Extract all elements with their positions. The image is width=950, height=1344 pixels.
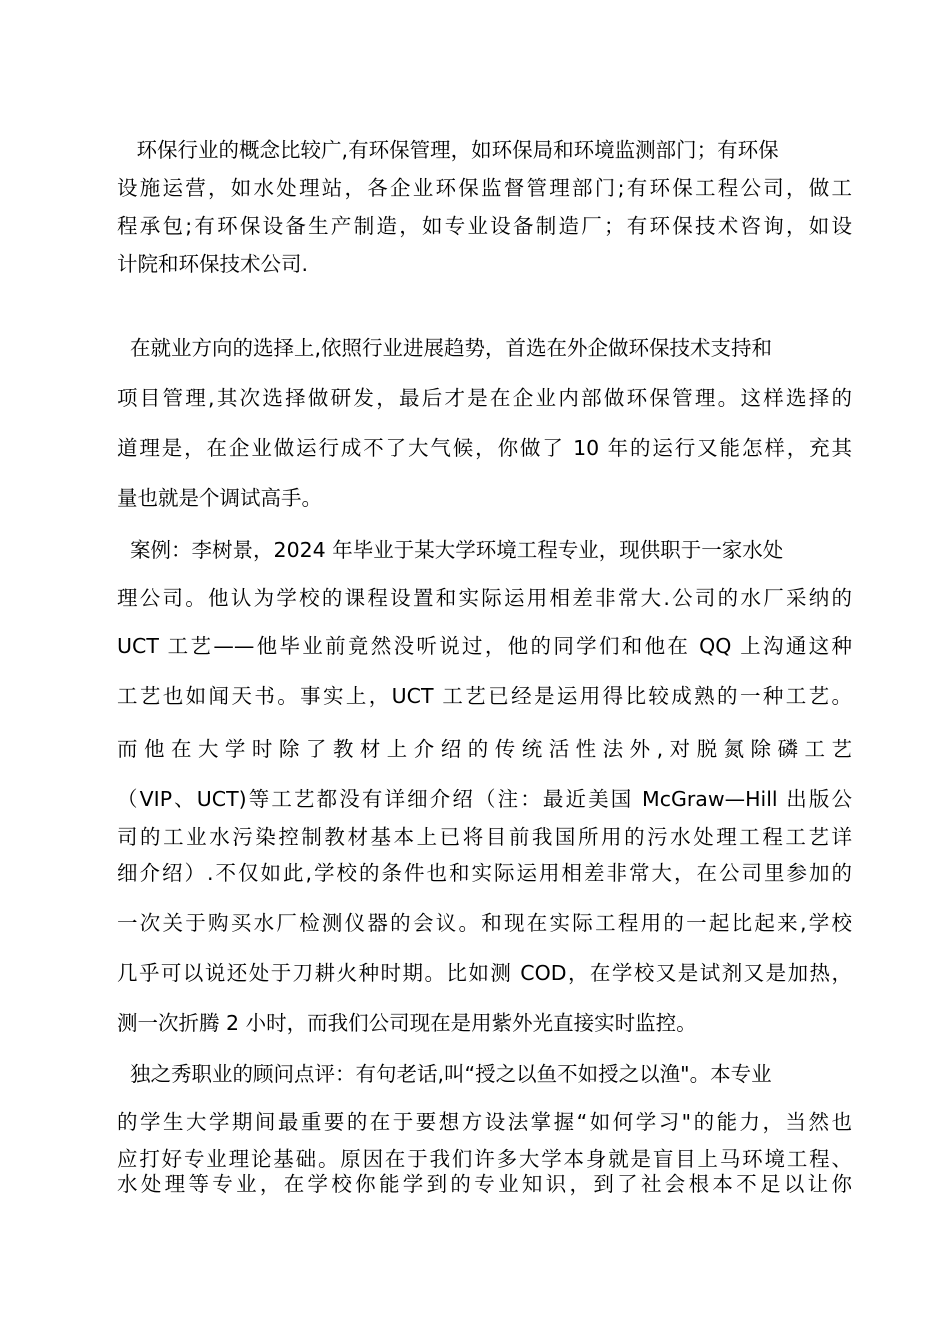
text-line: UCT 工艺——他毕业前竟然没听说过，他的同学们和他在 QQ 上沟通这种 [117,634,852,658]
text-line: 几乎可以说还处于刀耕火种时期。比如测 COD，在学校又是试剂又是加热， [117,961,852,985]
text-line: 计院和环保技术公司. [117,252,309,276]
text-line: 理公司。他认为学校的课程设置和实际运用相差非常大.公司的水厂采纳的 [117,586,852,610]
text-line: 程承包;有环保设备生产制造，如专业设备制造厂；有环保技术咨询，如设 [117,214,852,238]
text-line: 独之秀职业的顾问点评：有句老话,叫“授之以鱼不如授之以渔"。本专业 [117,1062,772,1086]
text-line: 而他在大学时除了教材上介绍的传统活性法外,对脱氮除磷工艺 [117,737,852,761]
text-line: 测一次折腾 2 小时，而我们公司现在是用紫外光直接实时监控。 [117,1011,697,1035]
text-line: 工艺也如闻天书。事实上，UCT 工艺已经是运用得比较成熟的一种工艺。 [117,684,852,708]
text-line: 的学生大学期间最重要的在于要想方设法掌握“如何学习"的能力，当然也 [117,1110,852,1134]
text-line: 水处理等专业，在学校你能学到的专业知识，到了社会根本不足以让你 [117,1172,852,1196]
text-line: 环保行业的概念比较广,有环保管理，如环保局和环境监测部门；有环保 [117,138,779,162]
text-line: 量也就是个调试高手。 [117,486,322,510]
text-line: 应打好专业理论基础。原因在于我们许多大学本身就是盲目上马环境工程、 [117,1147,852,1171]
text-line: （VIP、UCT)等工艺都没有详细介绍（注：最近美国 McGraw—Hill 出版公 [117,787,852,811]
text-line: 设施运营，如水处理站，各企业环保监督管理部门;有环保工程公司，做工 [117,176,852,200]
text-line: 道理是，在企业做运行成不了大气候，你做了 10 年的运行又能怎样，充其 [117,436,852,460]
text-line: 细介绍）.不仅如此,学校的条件也和实际运用相差非常大，在公司里参加的 [117,861,852,885]
text-line: 司的工业水污染控制教材基本上已将目前我国所用的污水处理工程工艺详 [117,825,852,849]
text-line: 项目管理,其次选择做研发，最后才是在企业内部做环保管理。这样选择的 [117,386,852,410]
text-line: 一次关于购买水厂检测仪器的会议。和现在实际工程用的一起比起来,学校 [117,911,852,935]
text-line: 在就业方向的选择上,依照行业进展趋势，首选在外企做环保技术支持和 [117,336,773,360]
text-line: 案例：李树景，2024 年毕业于某大学环境工程专业，现供职于一家水处 [117,538,784,562]
